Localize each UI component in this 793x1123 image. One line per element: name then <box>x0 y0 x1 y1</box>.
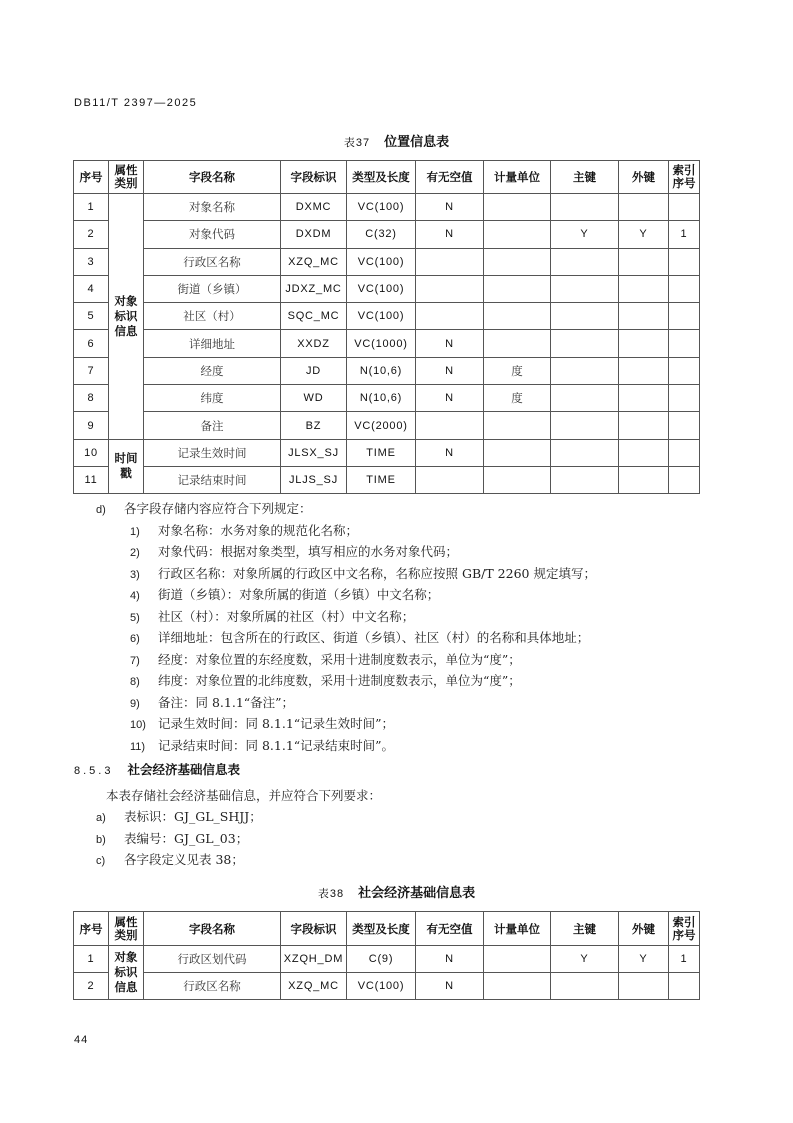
list-item-marker: a) <box>96 811 106 824</box>
list-item-marker: 6) <box>130 633 140 645</box>
table-row <box>74 973 700 1000</box>
table-cell: 详细地址 <box>144 330 281 357</box>
section-title: 社会经济基础信息表 <box>127 762 240 777</box>
column-header: 序号 <box>74 161 109 194</box>
column-header: 字段名称 <box>144 161 281 194</box>
table-cell: BZ <box>281 412 347 439</box>
page-number: 44 <box>74 1034 89 1046</box>
list-item-marker: 5) <box>130 611 140 624</box>
list-item <box>130 671 596 693</box>
table-cell: N <box>416 385 484 412</box>
table-cell <box>551 385 619 412</box>
table-cell: N <box>416 973 484 1000</box>
table-cell: 行政区名称 <box>144 248 281 275</box>
rules-items <box>96 521 596 758</box>
list-item-marker: 11) <box>130 740 146 753</box>
table-cell <box>551 330 619 357</box>
table-cell: 经度 <box>144 357 281 384</box>
table-row <box>74 221 700 248</box>
table-cell <box>416 303 484 330</box>
table-cell <box>669 357 700 384</box>
table38-body <box>74 946 700 1000</box>
table38-caption <box>0 882 793 901</box>
table-cell <box>484 275 551 302</box>
table-cell: 街道（乡镇） <box>144 275 281 302</box>
table-cell: 5 <box>74 303 109 330</box>
table-cell <box>669 303 700 330</box>
table-cell <box>551 412 619 439</box>
list-item-text: 备注：同 8.1.1“备注”； <box>158 694 295 710</box>
table38-title: 社会经济基础信息表 <box>358 886 476 901</box>
column-header: 有无空值 <box>416 161 484 194</box>
table-cell: XZQH_DM <box>281 946 347 973</box>
table-cell <box>551 248 619 275</box>
table-cell <box>484 221 551 248</box>
table37-title: 位置信息表 <box>384 135 450 150</box>
column-header: 类型及长度 <box>347 161 416 194</box>
table-cell <box>551 194 619 221</box>
table-cell: 行政区名称 <box>144 973 281 1000</box>
table-cell: 社区（村） <box>144 303 281 330</box>
table-cell: 9 <box>74 412 109 439</box>
table37-header-row <box>74 161 700 194</box>
rules-intro: d) 各字段存储内容应符合下列规定： <box>96 501 312 516</box>
table-cell <box>484 973 551 1000</box>
column-header: 有无空值 <box>416 912 484 946</box>
table-cell: 纬度 <box>144 385 281 412</box>
list-item <box>96 807 381 829</box>
table-cell: 6 <box>74 330 109 357</box>
section-number: 8.5.3 <box>74 765 114 777</box>
table-cell <box>551 466 619 493</box>
table-cell <box>669 466 700 493</box>
list-item <box>130 607 596 629</box>
table-cell: 记录结束时间 <box>144 466 281 493</box>
table-row <box>74 466 700 493</box>
table-cell: 记录生效时间 <box>144 439 281 466</box>
table-cell <box>669 973 700 1000</box>
table-cell: C(9) <box>347 946 416 973</box>
table-cell <box>669 248 700 275</box>
list-item-text: 记录生效时间：同 8.1.1“记录生效时间”； <box>158 716 395 731</box>
table-cell: 1 <box>74 194 109 221</box>
list-item-marker: b) <box>96 833 106 846</box>
table-cell: N <box>416 946 484 973</box>
table-cell: TIME <box>347 439 416 466</box>
table37-number: 表37 <box>343 137 371 149</box>
column-header: 字段名称 <box>144 912 281 946</box>
table-cell <box>551 439 619 466</box>
table-cell <box>551 275 619 302</box>
table-cell: 4 <box>74 275 109 302</box>
table38-number: 表38 <box>317 888 345 900</box>
column-header: 索引序号 <box>669 161 700 194</box>
table-cell <box>551 973 619 1000</box>
table-cell: 对象名称 <box>144 194 281 221</box>
table-row <box>74 385 700 412</box>
list-item <box>130 736 596 758</box>
table-row <box>74 330 700 357</box>
list-item <box>130 564 596 586</box>
column-header: 类型及长度 <box>347 912 416 946</box>
table38-header-row <box>74 912 700 946</box>
column-header: 外键 <box>619 161 669 194</box>
document-code: DB11/T 2397—2025 <box>74 97 198 109</box>
table37-body <box>74 194 700 494</box>
attribute-category-cell: 时间戳 <box>109 439 144 494</box>
table-cell: N <box>416 194 484 221</box>
table-cell: JD <box>281 357 347 384</box>
table-cell <box>669 439 700 466</box>
list-item-text: 详细地址：包含所在的行政区、街道（乡镇）、社区（村）的名称和具体地址； <box>158 630 590 645</box>
column-header: 索引序号 <box>669 912 700 946</box>
table-cell: VC(2000) <box>347 412 416 439</box>
list-item-marker: 4) <box>130 590 140 602</box>
table-cell: Y <box>551 946 619 973</box>
table-row <box>74 275 700 302</box>
list-item-text: 社区（村）：对象所属的社区（村）中文名称； <box>158 608 415 624</box>
column-header: 计量单位 <box>484 912 551 946</box>
column-header: 计量单位 <box>484 161 551 194</box>
section-paragraph: 本表存储社会经济基础信息，并应符合下列要求： <box>106 788 382 803</box>
table-cell <box>619 303 669 330</box>
table-cell <box>619 248 669 275</box>
table-cell <box>619 973 669 1000</box>
table-cell: Y <box>551 221 619 248</box>
table-row <box>74 439 700 466</box>
table-cell: XXDZ <box>281 330 347 357</box>
column-header: 序号 <box>74 912 109 946</box>
table-cell: 度 <box>484 357 551 384</box>
table-row <box>74 412 700 439</box>
table-cell: XZQ_MC <box>281 248 347 275</box>
table-cell: N <box>416 357 484 384</box>
table-cell: JDXZ_MC <box>281 275 347 302</box>
table-cell <box>484 439 551 466</box>
list-item-marker: 7) <box>130 654 140 667</box>
table-cell: VC(100) <box>347 275 416 302</box>
section-body <box>96 786 381 872</box>
column-header: 属性类别 <box>109 161 144 194</box>
table-cell: WD <box>281 385 347 412</box>
table-cell: 1 <box>669 221 700 248</box>
table-cell: Y <box>619 946 669 973</box>
table-cell: N <box>416 330 484 357</box>
table-cell <box>551 303 619 330</box>
table-row <box>74 248 700 275</box>
table-cell <box>619 412 669 439</box>
table-cell: 2 <box>74 973 109 1000</box>
list-item-marker: 3) <box>130 568 140 581</box>
table-cell: 1 <box>669 946 700 973</box>
column-header: 字段标识 <box>281 912 347 946</box>
rules-list <box>96 499 596 757</box>
table-cell: Y <box>619 221 669 248</box>
list-item-text: 表标识：GJ_GL_SHJJ； <box>124 808 262 824</box>
table-cell <box>619 466 669 493</box>
table-cell: N(10,6) <box>347 357 416 384</box>
table-cell: VC(1000) <box>347 330 416 357</box>
list-item <box>130 585 596 607</box>
table-cell: 1 <box>74 946 109 973</box>
table-cell <box>551 357 619 384</box>
list-item-text: 记录结束时间：同 8.1.1“记录结束时间”。 <box>158 737 395 753</box>
table-cell: 3 <box>74 248 109 275</box>
table-cell <box>484 330 551 357</box>
table-cell <box>619 330 669 357</box>
attribute-category-cell: 对象标识信息 <box>109 194 144 440</box>
table-cell: N(10,6) <box>347 385 416 412</box>
table-cell <box>669 330 700 357</box>
table-cell: 度 <box>484 385 551 412</box>
list-item-text: 表编号：GJ_GL_03； <box>124 830 249 846</box>
table-cell <box>416 466 484 493</box>
list-item <box>130 521 596 543</box>
table-cell: 备注 <box>144 412 281 439</box>
list-item-text: 纬度：对象位置的北纬度数，采用十进制度数表示，单位为“度”； <box>158 673 521 688</box>
table-cell <box>416 248 484 275</box>
table-row <box>74 946 700 973</box>
column-header: 主键 <box>551 912 619 946</box>
table-cell <box>619 194 669 221</box>
table-cell <box>669 275 700 302</box>
list-item <box>96 850 381 872</box>
table-cell: 行政区划代码 <box>144 946 281 973</box>
table-cell <box>619 357 669 384</box>
table-row <box>74 194 700 221</box>
list-item <box>130 628 596 650</box>
table-cell <box>484 303 551 330</box>
table-cell: N <box>416 439 484 466</box>
table-cell: VC(100) <box>347 194 416 221</box>
list-item-text: 街道（乡镇）：对象所属的街道（乡镇）中文名称； <box>158 587 440 602</box>
list-item <box>130 650 596 672</box>
list-item-text: 行政区名称：对象所属的行政区中文名称，名称应按照 GB/T 2260 规定填写； <box>158 565 596 581</box>
list-item-text: 对象名称：水务对象的规范化名称； <box>158 522 359 538</box>
list-item-text: 对象代码：根据对象类型，填写相应的水务对象代码； <box>158 544 459 559</box>
section-items <box>96 807 381 872</box>
table-cell <box>619 275 669 302</box>
table-row <box>74 357 700 384</box>
table-cell: N <box>416 221 484 248</box>
table-cell: DXDM <box>281 221 347 248</box>
list-item <box>130 542 596 564</box>
table-cell <box>619 385 669 412</box>
list-item-text: 经度：对象位置的东经度数，采用十进制度数表示，单位为“度”； <box>158 651 521 667</box>
table-cell <box>484 946 551 973</box>
table-cell <box>484 248 551 275</box>
table-cell: VC(100) <box>347 248 416 275</box>
table-cell: C(32) <box>347 221 416 248</box>
list-item-text: 各字段定义见表 38； <box>124 852 244 868</box>
table-cell: SQC_MC <box>281 303 347 330</box>
list-item <box>130 714 596 736</box>
list-item <box>130 693 596 715</box>
column-header: 主键 <box>551 161 619 194</box>
table-cell <box>669 194 700 221</box>
table-cell: XZQ_MC <box>281 973 347 1000</box>
list-item <box>96 829 381 851</box>
table-cell <box>669 385 700 412</box>
table-cell: 2 <box>74 221 109 248</box>
table-cell <box>416 275 484 302</box>
list-item-marker: c) <box>96 855 106 868</box>
list-item-marker: 9) <box>130 697 140 710</box>
table-cell: TIME <box>347 466 416 493</box>
table-cell: 7 <box>74 357 109 384</box>
table-cell: JLJS_SJ <box>281 466 347 493</box>
table37 <box>73 160 700 494</box>
list-item-marker: 2) <box>130 547 140 559</box>
column-header: 外键 <box>619 912 669 946</box>
table-cell: 10 <box>74 439 109 466</box>
table-cell <box>669 412 700 439</box>
table-cell: VC(100) <box>347 303 416 330</box>
table38 <box>73 911 700 1000</box>
table-cell: 8 <box>74 385 109 412</box>
table-cell <box>416 412 484 439</box>
table-cell <box>484 412 551 439</box>
table-cell <box>484 466 551 493</box>
table-cell: VC(100) <box>347 973 416 1000</box>
table-cell <box>484 194 551 221</box>
table-cell: JLSX_SJ <box>281 439 347 466</box>
table-cell: 对象代码 <box>144 221 281 248</box>
section-heading <box>74 760 240 778</box>
table37-caption <box>0 131 793 150</box>
table-row <box>74 303 700 330</box>
list-item-marker: 1) <box>130 525 140 538</box>
list-item-marker: 8) <box>130 676 140 688</box>
column-header: 字段标识 <box>281 161 347 194</box>
attribute-category-cell: 对象标识信息 <box>109 946 144 1000</box>
table-cell: DXMC <box>281 194 347 221</box>
table-cell <box>619 439 669 466</box>
column-header: 属性类别 <box>109 912 144 946</box>
table-cell: 11 <box>74 466 109 493</box>
list-item-marker: 10) <box>130 719 146 731</box>
